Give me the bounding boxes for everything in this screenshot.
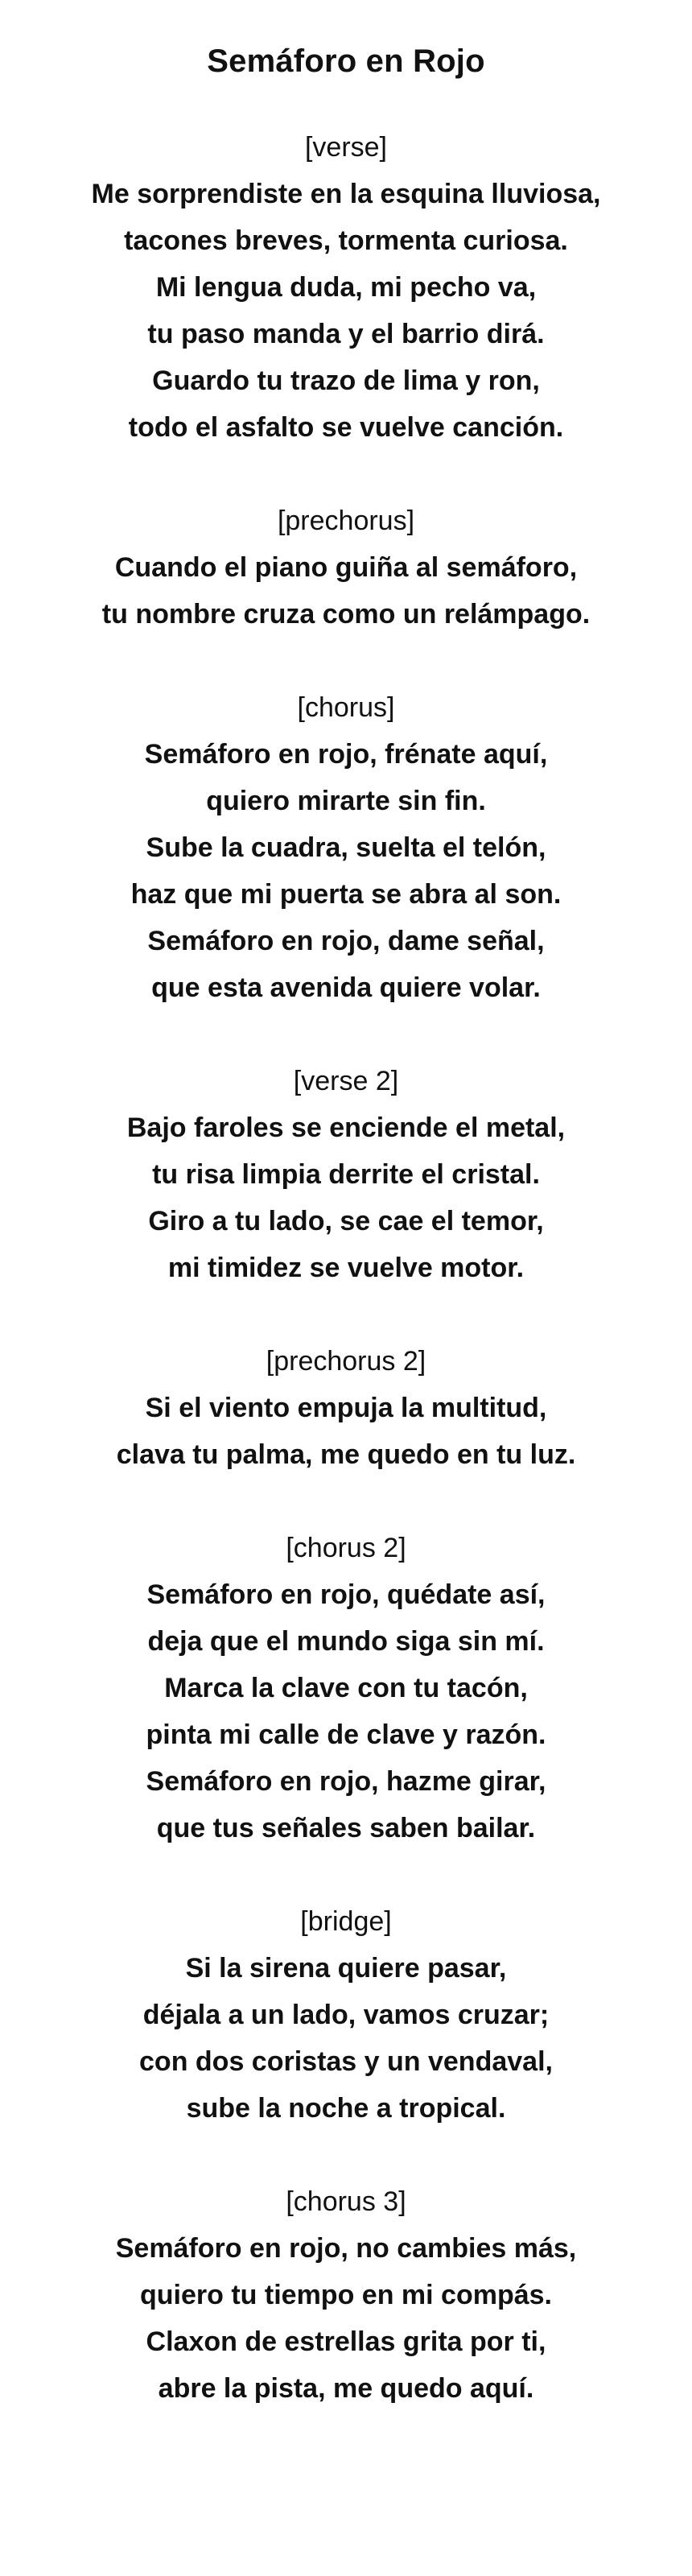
lyric-line: Si el viento empuja la multitud, bbox=[145, 1393, 547, 1423]
lyric-line: sube la noche a tropical. bbox=[186, 2093, 506, 2124]
lyric-line: Semáforo en rojo, quédate así, bbox=[146, 1579, 546, 1610]
lyric-line: con dos coristas y un vendaval, bbox=[139, 2046, 553, 2077]
lyric-line: que esta avenida quiere volar. bbox=[151, 972, 541, 1003]
lyric-line: Marca la clave con tu tacón, bbox=[164, 1673, 528, 1703]
lyric-line: Guardo tu trazo de lima y ron, bbox=[152, 365, 540, 396]
lyric-line: que tus señales saben bailar. bbox=[156, 1813, 536, 1843]
lyric-line: Sube la cuadra, suelta el telón, bbox=[146, 832, 546, 863]
lyric-line: Semáforo en rojo, dame señal, bbox=[147, 926, 545, 956]
lyric-line: mi timidez se vuelve motor. bbox=[167, 1253, 525, 1283]
lyric-line: tu paso manda y el barrio dirá. bbox=[147, 319, 545, 349]
lyric-line: haz que mi puerta se abra al son. bbox=[130, 879, 562, 910]
lyric-line: quiero tu tiempo en mi compás. bbox=[140, 2280, 552, 2310]
lyric-line: tacones breves, tormenta curiosa. bbox=[124, 225, 568, 256]
section-tag: [chorus 3] bbox=[286, 2186, 406, 2217]
lyric-line: Giro a tu lado, se cae el temor, bbox=[148, 1206, 544, 1236]
lyric-line: Claxon de estrellas grita por ti, bbox=[146, 2326, 546, 2357]
lyric-line: Si la sirena quiere pasar, bbox=[185, 1953, 507, 1984]
lyrics-section bbox=[0, 124, 692, 451]
lyric-line: tu risa limpia derrite el cristal. bbox=[152, 1159, 540, 1190]
lyric-line: abre la pista, me quedo aquí. bbox=[158, 2373, 534, 2404]
lyrics-section bbox=[0, 1525, 692, 1852]
lyric-line: Semáforo en rojo, frénate aquí, bbox=[144, 739, 548, 770]
lyric-line: Bajo faroles se enciende el metal, bbox=[126, 1113, 566, 1143]
lyric-line: clava tu palma, me quedo en tu luz. bbox=[116, 1439, 576, 1470]
song-title: Semáforo en Rojo bbox=[207, 43, 485, 79]
song-body bbox=[0, 124, 692, 2412]
lyrics-section bbox=[0, 684, 692, 1011]
lyrics-section bbox=[0, 1058, 692, 1291]
section-tag: [chorus 2] bbox=[286, 1533, 406, 1563]
lyrics-section bbox=[0, 497, 692, 638]
lyric-line: quiero mirarte sin fin. bbox=[206, 786, 486, 816]
lyric-line: déjala a un lado, vamos cruzar; bbox=[142, 2000, 550, 2030]
lyric-line: Mi lengua duda, mi pecho va, bbox=[155, 272, 537, 303]
section-tag: [verse] bbox=[304, 132, 388, 163]
lyric-line: deja que el mundo siga sin mí. bbox=[147, 1626, 545, 1657]
lyric-line: pinta mi calle de clave y razón. bbox=[146, 1719, 546, 1750]
lyrics-section bbox=[0, 1338, 692, 1478]
section-tag: [prechorus] bbox=[277, 506, 415, 536]
lyric-line: tu nombre cruza como un relámpago. bbox=[101, 599, 591, 630]
lyrics-section bbox=[0, 2178, 692, 2412]
section-tag: [chorus] bbox=[297, 692, 395, 723]
lyric-line: Semáforo en rojo, hazme girar, bbox=[146, 1766, 546, 1797]
section-tag: [prechorus 2] bbox=[266, 1346, 426, 1377]
lyric-line: todo el asfalto se vuelve canción. bbox=[128, 412, 564, 443]
lyrics-section bbox=[0, 1898, 692, 2132]
section-tag: [bridge] bbox=[300, 1906, 392, 1937]
lyric-line: Semáforo en rojo, no cambies más, bbox=[115, 2233, 577, 2264]
section-tag: [verse 2] bbox=[293, 1066, 399, 1096]
lyric-line: Cuando el piano guiña al semáforo, bbox=[114, 552, 578, 583]
lyric-line: Me sorprendiste en la esquina lluviosa, bbox=[91, 179, 601, 209]
